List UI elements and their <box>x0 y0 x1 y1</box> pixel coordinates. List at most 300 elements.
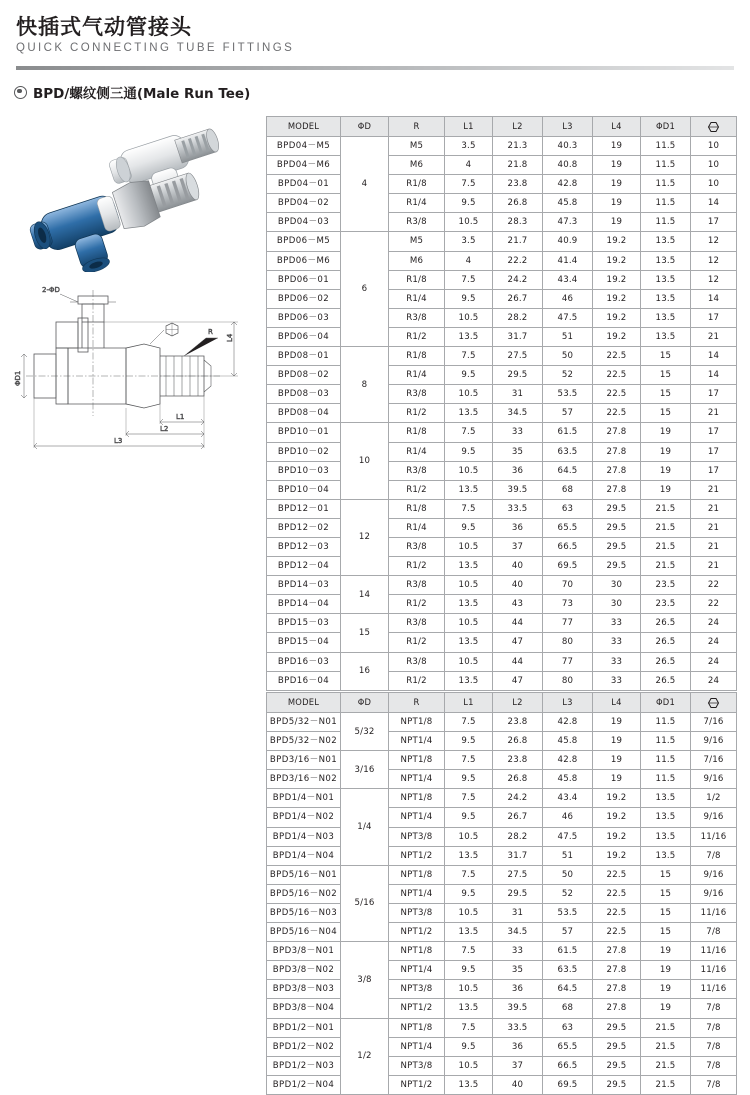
cell-l2: 33.5 <box>493 1018 543 1037</box>
cell-l4: 19 <box>593 137 641 156</box>
cell-l3: 47.5 <box>543 308 593 327</box>
cell-thread: R3/8 <box>389 461 445 480</box>
section-heading-label: BPD/螺纹侧三通(Male Run Tee) <box>33 86 251 102</box>
cell-l3: 63.5 <box>543 442 593 461</box>
hex-wrench-icon <box>706 697 722 709</box>
cell-l1: 10.5 <box>445 652 493 671</box>
cell-l2: 24.2 <box>493 270 543 289</box>
table-row <box>267 595 737 614</box>
table-row <box>267 633 737 652</box>
cell-l2: 33 <box>493 942 543 961</box>
cell-hex: 17 <box>691 213 737 232</box>
cell-d1: 21.5 <box>641 1037 691 1056</box>
page-title-en: QUICK CONNECTING TUBE FITTINGS <box>16 42 295 54</box>
cell-hex: 24 <box>691 633 737 652</box>
th-d: ΦD <box>341 117 389 137</box>
cell-thread: R1/2 <box>389 633 445 652</box>
table-header-row <box>267 693 737 713</box>
cell-model: BPD1/4－N02 <box>267 808 341 827</box>
cell-model: BPD16－03 <box>267 652 341 671</box>
cell-l3: 41.4 <box>543 251 593 270</box>
cell-l2: 47 <box>493 671 543 690</box>
cell-tube-diameter: 12 <box>341 499 389 575</box>
cell-l1: 10.5 <box>445 308 493 327</box>
table-row <box>267 366 737 385</box>
cell-l4: 33 <box>593 671 641 690</box>
th-d: ΦD <box>341 693 389 713</box>
cell-l2: 27.5 <box>493 347 543 366</box>
cell-l3: 40.8 <box>543 156 593 175</box>
cell-l4: 22.5 <box>593 865 641 884</box>
table-row <box>267 251 737 270</box>
cell-l3: 40.3 <box>543 137 593 156</box>
cell-l3: 57 <box>543 923 593 942</box>
cell-hex: 1/2 <box>691 789 737 808</box>
table-row <box>267 865 737 884</box>
table-row <box>267 942 737 961</box>
cell-thread: NPT1/8 <box>389 751 445 770</box>
cell-model: BPD06－01 <box>267 270 341 289</box>
cell-d1: 13.5 <box>641 251 691 270</box>
cell-d1: 19 <box>641 461 691 480</box>
table-row <box>267 137 737 156</box>
cell-hex: 9/16 <box>691 808 737 827</box>
cell-l4: 19.2 <box>593 846 641 865</box>
cell-d1: 26.5 <box>641 614 691 633</box>
cell-l4: 29.5 <box>593 1075 641 1094</box>
cell-l1: 7.5 <box>445 865 493 884</box>
table-header-row <box>267 117 737 137</box>
cell-l1: 9.5 <box>445 289 493 308</box>
cell-thread: R1/8 <box>389 347 445 366</box>
cell-hex: 21 <box>691 480 737 499</box>
cell-hex: 9/16 <box>691 732 737 751</box>
cell-l3: 66.5 <box>543 1056 593 1075</box>
cell-l1: 13.5 <box>445 633 493 652</box>
table-row <box>267 652 737 671</box>
cell-l3: 63.5 <box>543 961 593 980</box>
cell-thread: NPT1/4 <box>389 808 445 827</box>
header-divider <box>16 66 734 70</box>
section-heading <box>14 82 250 102</box>
svg-text:L3: L3 <box>114 437 123 445</box>
cell-hex: 11/16 <box>691 961 737 980</box>
cell-l1: 10.5 <box>445 461 493 480</box>
cell-thread: NPT1/4 <box>389 770 445 789</box>
cell-l4: 29.5 <box>593 1018 641 1037</box>
cell-thread: R1/2 <box>389 404 445 423</box>
cell-l3: 40.9 <box>543 232 593 251</box>
cell-l2: 22.2 <box>493 251 543 270</box>
cell-hex: 11/16 <box>691 980 737 999</box>
table-row <box>267 846 737 865</box>
table-body-metric <box>267 137 737 691</box>
cell-l3: 69.5 <box>543 557 593 576</box>
cell-model: BPD04－M6 <box>267 156 341 175</box>
cell-l2: 29.5 <box>493 366 543 385</box>
cell-l2: 36 <box>493 980 543 999</box>
cell-tube-diameter: 15 <box>341 614 389 652</box>
cell-l4: 19 <box>593 156 641 175</box>
cell-l2: 29.5 <box>493 884 543 903</box>
cell-l3: 42.8 <box>543 751 593 770</box>
svg-text:R: R <box>208 328 213 336</box>
cell-l4: 22.5 <box>593 385 641 404</box>
cell-d1: 15 <box>641 903 691 922</box>
cell-d1: 21.5 <box>641 518 691 537</box>
cell-d1: 11.5 <box>641 751 691 770</box>
svg-text:L4: L4 <box>226 333 234 342</box>
table-row <box>267 347 737 366</box>
cell-l1: 9.5 <box>445 1037 493 1056</box>
cell-l3: 61.5 <box>543 423 593 442</box>
cell-l4: 19.2 <box>593 251 641 270</box>
cell-hex: 7/8 <box>691 999 737 1018</box>
cell-d1: 13.5 <box>641 846 691 865</box>
cell-l4: 22.5 <box>593 366 641 385</box>
cell-l2: 26.7 <box>493 808 543 827</box>
hex-wrench-icon <box>150 323 178 344</box>
cell-l1: 9.5 <box>445 518 493 537</box>
cell-tube-diameter: 6 <box>341 232 389 347</box>
cell-l2: 36 <box>493 1037 543 1056</box>
cell-l3: 45.8 <box>543 194 593 213</box>
cell-l1: 9.5 <box>445 770 493 789</box>
cell-tube-diameter: 4 <box>341 137 389 232</box>
cell-hex: 12 <box>691 270 737 289</box>
cell-l4: 29.5 <box>593 1037 641 1056</box>
cell-l2: 36 <box>493 461 543 480</box>
cell-model: BPD12－02 <box>267 518 341 537</box>
table-row <box>267 270 737 289</box>
cell-l3: 73 <box>543 595 593 614</box>
cell-l4: 29.5 <box>593 1056 641 1075</box>
cell-l2: 40 <box>493 557 543 576</box>
cell-l1: 7.5 <box>445 789 493 808</box>
cell-l1: 7.5 <box>445 499 493 518</box>
cell-model: BPD15－03 <box>267 614 341 633</box>
cell-model: BPD08－01 <box>267 347 341 366</box>
cell-l2: 26.8 <box>493 194 543 213</box>
cell-thread: R1/2 <box>389 671 445 690</box>
cell-model: BPD1/2－N03 <box>267 1056 341 1075</box>
cell-l1: 13.5 <box>445 404 493 423</box>
cell-l2: 36 <box>493 518 543 537</box>
cell-thread: R1/2 <box>389 557 445 576</box>
cell-l1: 13.5 <box>445 999 493 1018</box>
th-l2: L2 <box>493 693 543 713</box>
cell-d1: 19 <box>641 942 691 961</box>
cell-l4: 27.8 <box>593 961 641 980</box>
cell-l2: 21.3 <box>493 137 543 156</box>
cell-l3: 69.5 <box>543 1075 593 1094</box>
cell-l1: 9.5 <box>445 884 493 903</box>
cell-d1: 26.5 <box>641 633 691 652</box>
cell-l3: 80 <box>543 633 593 652</box>
cell-hex: 9/16 <box>691 884 737 903</box>
cell-l4: 19 <box>593 213 641 232</box>
cell-d1: 13.5 <box>641 808 691 827</box>
cell-l2: 27.5 <box>493 865 543 884</box>
cell-thread: R3/8 <box>389 576 445 595</box>
cell-l3: 64.5 <box>543 461 593 480</box>
cell-l1: 3.5 <box>445 137 493 156</box>
cell-hex: 11/16 <box>691 903 737 922</box>
cell-d1: 15 <box>641 884 691 903</box>
cell-thread: R1/2 <box>389 327 445 346</box>
cell-l4: 27.8 <box>593 480 641 499</box>
cell-model: BPD10－04 <box>267 480 341 499</box>
cell-hex: 17 <box>691 385 737 404</box>
cell-model: BPD06－04 <box>267 327 341 346</box>
cell-thread: NPT1/4 <box>389 961 445 980</box>
cell-l3: 45.8 <box>543 770 593 789</box>
cell-l4: 19 <box>593 751 641 770</box>
cell-thread: R3/8 <box>389 537 445 556</box>
cell-thread: NPT3/8 <box>389 903 445 922</box>
cell-thread: R1/8 <box>389 270 445 289</box>
cell-model: BPD10－01 <box>267 423 341 442</box>
cell-hex: 7/16 <box>691 751 737 770</box>
cell-l1: 13.5 <box>445 557 493 576</box>
cell-hex: 21 <box>691 404 737 423</box>
cell-l4: 19.2 <box>593 232 641 251</box>
cell-l4: 19 <box>593 175 641 194</box>
hex-wrench-icon <box>706 121 722 133</box>
cell-l1: 7.5 <box>445 942 493 961</box>
table-row <box>267 751 737 770</box>
cell-l2: 26.8 <box>493 770 543 789</box>
cell-thread: NPT1/2 <box>389 999 445 1018</box>
cell-thread: R1/4 <box>389 366 445 385</box>
cell-l4: 29.5 <box>593 537 641 556</box>
technical-drawing <box>8 282 256 462</box>
cell-l3: 47.5 <box>543 827 593 846</box>
cell-model: BPD08－03 <box>267 385 341 404</box>
cell-hex: 24 <box>691 652 737 671</box>
svg-text:L1: L1 <box>176 413 185 421</box>
cell-d1: 21.5 <box>641 499 691 518</box>
cell-l4: 33 <box>593 652 641 671</box>
cell-l3: 46 <box>543 289 593 308</box>
cell-thread: NPT1/4 <box>389 884 445 903</box>
cell-hex: 21 <box>691 499 737 518</box>
cell-l2: 26.8 <box>493 732 543 751</box>
cell-thread: R1/8 <box>389 423 445 442</box>
cell-d1: 21.5 <box>641 557 691 576</box>
th-l1: L1 <box>445 117 493 137</box>
cell-model: BPD14－03 <box>267 576 341 595</box>
cell-l2: 21.7 <box>493 232 543 251</box>
cell-thread: NPT3/8 <box>389 827 445 846</box>
cell-model: BPD10－03 <box>267 461 341 480</box>
cell-l2: 31.7 <box>493 327 543 346</box>
cell-l2: 35 <box>493 442 543 461</box>
cell-d1: 19 <box>641 980 691 999</box>
cell-l2: 23.8 <box>493 713 543 732</box>
cell-l2: 28.2 <box>493 827 543 846</box>
cell-thread: R3/8 <box>389 652 445 671</box>
cell-l4: 19 <box>593 732 641 751</box>
cell-model: BPD04－03 <box>267 213 341 232</box>
target-bullet-icon <box>14 86 27 99</box>
cell-tube-diameter: 14 <box>341 576 389 614</box>
table-row <box>267 1075 737 1094</box>
table-row <box>267 442 737 461</box>
cell-l3: 80 <box>543 671 593 690</box>
cell-model: BPD12－03 <box>267 537 341 556</box>
cell-d1: 21.5 <box>641 1018 691 1037</box>
cell-thread: NPT1/4 <box>389 732 445 751</box>
cell-model: BPD10－02 <box>267 442 341 461</box>
cell-hex: 7/8 <box>691 1037 737 1056</box>
th-l4: L4 <box>593 117 641 137</box>
cell-model: BPD04－M5 <box>267 137 341 156</box>
th-l1: L1 <box>445 693 493 713</box>
cell-l3: 64.5 <box>543 980 593 999</box>
cell-d1: 15 <box>641 404 691 423</box>
th-r: R <box>389 693 445 713</box>
cell-l1: 10.5 <box>445 903 493 922</box>
cell-l3: 57 <box>543 404 593 423</box>
cell-l1: 7.5 <box>445 347 493 366</box>
cell-thread: NPT1/8 <box>389 789 445 808</box>
cell-d1: 13.5 <box>641 789 691 808</box>
cell-d1: 13.5 <box>641 827 691 846</box>
cell-l4: 30 <box>593 576 641 595</box>
cell-l2: 28.2 <box>493 308 543 327</box>
cell-hex: 14 <box>691 366 737 385</box>
cell-hex: 7/16 <box>691 713 737 732</box>
cell-model: BPD5/16－N03 <box>267 903 341 922</box>
cell-d1: 19 <box>641 480 691 499</box>
cell-l3: 51 <box>543 327 593 346</box>
table-row <box>267 1018 737 1037</box>
cell-l3: 77 <box>543 614 593 633</box>
cell-hex: 11/16 <box>691 827 737 846</box>
cell-d1: 13.5 <box>641 327 691 346</box>
cell-l4: 22.5 <box>593 923 641 942</box>
cell-l3: 63 <box>543 499 593 518</box>
cell-l2: 34.5 <box>493 923 543 942</box>
cell-l2: 33 <box>493 423 543 442</box>
cell-tube-diameter: 3/16 <box>341 751 389 789</box>
cell-model: BPD3/8－N03 <box>267 980 341 999</box>
cell-hex: 24 <box>691 671 737 690</box>
table-row <box>267 713 737 732</box>
cell-hex: 17 <box>691 423 737 442</box>
cell-model: BPD3/16－N02 <box>267 770 341 789</box>
cell-l3: 43.4 <box>543 789 593 808</box>
cell-d1: 26.5 <box>641 652 691 671</box>
cell-l2: 31 <box>493 903 543 922</box>
cell-d1: 13.5 <box>641 289 691 308</box>
cell-l2: 40 <box>493 576 543 595</box>
cell-model: BPD12－04 <box>267 557 341 576</box>
cell-l4: 19 <box>593 194 641 213</box>
th-l3: L3 <box>543 117 593 137</box>
cell-l2: 44 <box>493 614 543 633</box>
cell-l2: 34.5 <box>493 404 543 423</box>
cell-d1: 11.5 <box>641 213 691 232</box>
cell-hex: 14 <box>691 194 737 213</box>
table-row <box>267 385 737 404</box>
cell-hex: 10 <box>691 175 737 194</box>
table-row <box>267 156 737 175</box>
cell-thread: NPT1/8 <box>389 865 445 884</box>
table-row <box>267 557 737 576</box>
cell-d1: 21.5 <box>641 537 691 556</box>
cell-hex: 9/16 <box>691 770 737 789</box>
cell-hex: 14 <box>691 289 737 308</box>
cell-l3: 66.5 <box>543 537 593 556</box>
cell-l1: 10.5 <box>445 385 493 404</box>
cell-l1: 7.5 <box>445 423 493 442</box>
table-row <box>267 1056 737 1075</box>
cell-thread: NPT1/8 <box>389 1018 445 1037</box>
cell-l4: 22.5 <box>593 347 641 366</box>
cell-d1: 11.5 <box>641 156 691 175</box>
cell-model: BPD3/8－N02 <box>267 961 341 980</box>
cell-thread: R1/2 <box>389 480 445 499</box>
cell-thread: NPT3/8 <box>389 1056 445 1075</box>
cell-l1: 9.5 <box>445 732 493 751</box>
th-l4: L4 <box>593 693 641 713</box>
cell-l1: 3.5 <box>445 232 493 251</box>
cell-l1: 10.5 <box>445 980 493 999</box>
cell-l4: 27.8 <box>593 942 641 961</box>
cell-l4: 29.5 <box>593 557 641 576</box>
cell-hex: 10 <box>691 137 737 156</box>
cell-l2: 23.8 <box>493 175 543 194</box>
cell-d1: 13.5 <box>641 232 691 251</box>
cell-model: BPD06－M5 <box>267 232 341 251</box>
cell-d1: 19 <box>641 442 691 461</box>
cell-l4: 33 <box>593 614 641 633</box>
cell-model: BPD3/16－N01 <box>267 751 341 770</box>
cell-model: BPD1/4－N03 <box>267 827 341 846</box>
cell-l1: 4 <box>445 251 493 270</box>
cell-d1: 13.5 <box>641 270 691 289</box>
cell-tube-diameter: 1/4 <box>341 789 389 865</box>
cell-d1: 11.5 <box>641 175 691 194</box>
cell-l3: 70 <box>543 576 593 595</box>
table-row <box>267 213 737 232</box>
th-d1: ΦD1 <box>641 693 691 713</box>
cell-thread: M5 <box>389 232 445 251</box>
th-r: R <box>389 117 445 137</box>
cell-model: BPD1/2－N02 <box>267 1037 341 1056</box>
cell-l3: 65.5 <box>543 1037 593 1056</box>
cell-l2: 26.7 <box>493 289 543 308</box>
cell-hex: 21 <box>691 518 737 537</box>
cell-thread: NPT1/4 <box>389 1037 445 1056</box>
cell-l1: 9.5 <box>445 194 493 213</box>
cell-hex: 7/8 <box>691 1056 737 1075</box>
cell-d1: 11.5 <box>641 194 691 213</box>
cell-tube-diameter: 16 <box>341 652 389 690</box>
table-row <box>267 808 737 827</box>
cell-d1: 11.5 <box>641 732 691 751</box>
table-row <box>267 770 737 789</box>
cell-l3: 50 <box>543 347 593 366</box>
cell-thread: R1/4 <box>389 442 445 461</box>
cell-d1: 15 <box>641 366 691 385</box>
cell-hex: 21 <box>691 537 737 556</box>
cell-l1: 7.5 <box>445 1018 493 1037</box>
table-row <box>267 614 737 633</box>
cell-l1: 10.5 <box>445 213 493 232</box>
